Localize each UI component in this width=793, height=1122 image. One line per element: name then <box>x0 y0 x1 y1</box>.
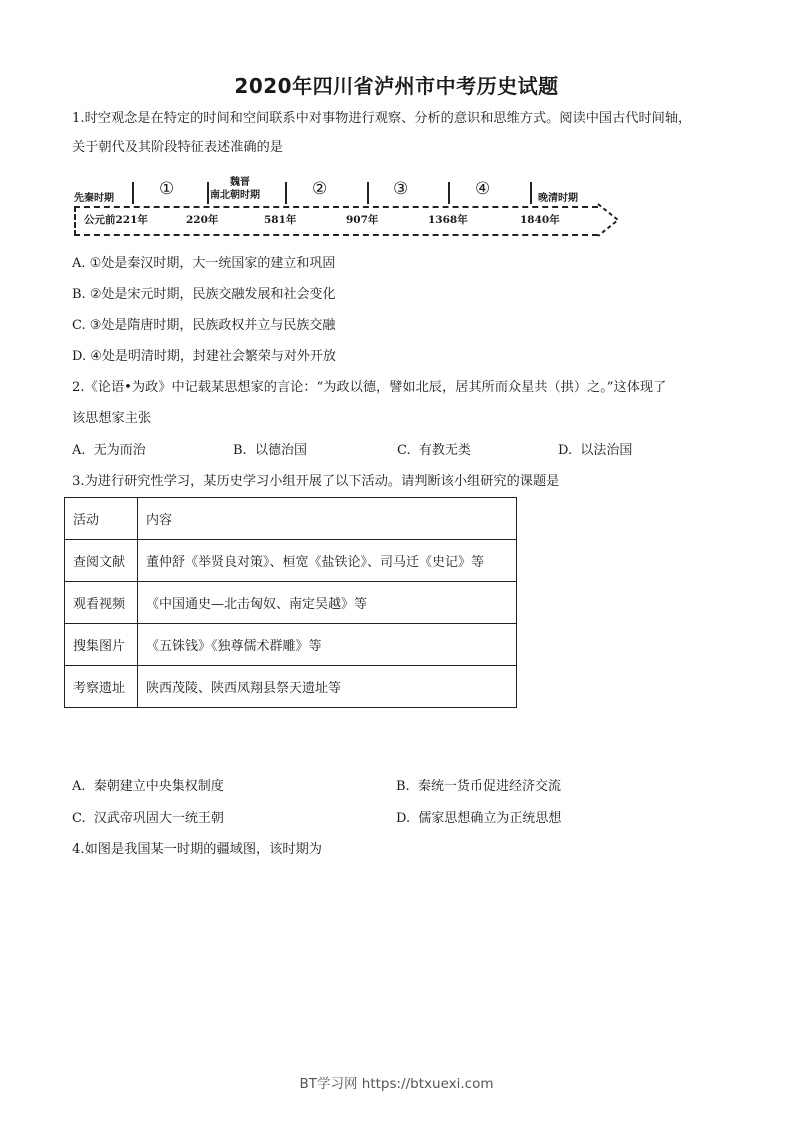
table-cell-content: 《中国通史—北击匈奴、南定吴越》等 <box>138 582 517 624</box>
timeline-period-marker-3: ③ <box>393 179 409 199</box>
timeline-period-label-top: 魏晋 <box>230 177 250 188</box>
table-cell-content: 董仲舒《举贤良对策》、桓宽《盐铁论》、司马迁《史记》等 <box>138 540 517 582</box>
timeline-period-label: 南北朝时期 <box>210 190 260 201</box>
timeline-tick <box>207 182 209 204</box>
timeline-period-label: 先秦时期 <box>74 193 114 204</box>
option-letter: A. <box>72 443 86 458</box>
table-cell-activity: 搜集图片 <box>65 624 138 666</box>
option-text: 以德治国 <box>254 443 307 458</box>
timeline-year: 1840年 <box>520 214 560 226</box>
q2-stem-line2: 该思想家主张 <box>72 411 152 426</box>
option-letter: C. <box>397 443 411 458</box>
option-text: 以法治国 <box>580 443 633 458</box>
q2-option-d <box>558 443 632 459</box>
table-cell-activity: 查阅文献 <box>65 540 138 582</box>
table-cell-content: 陕西茂陵、陕西凤翔县祭天遗址等 <box>138 666 517 708</box>
activity-table <box>64 497 517 708</box>
page-title: 2020年四川省泸州市中考历史试题 <box>234 74 559 98</box>
table-row <box>65 666 517 708</box>
q1-option-a <box>72 256 335 272</box>
timeline-tick <box>367 182 369 204</box>
timeline-year: 581年 <box>264 214 297 226</box>
table-header-cell: 内容 <box>138 498 517 540</box>
table-row <box>65 624 517 666</box>
timeline-period-label: 晚清时期 <box>538 193 578 204</box>
q1-option-b <box>72 287 335 303</box>
q3-option-d <box>396 811 561 827</box>
timeline-tick <box>448 182 450 204</box>
option-letter: D. <box>558 443 573 458</box>
q2-option-c <box>397 443 471 459</box>
q3-option-b <box>396 779 561 795</box>
table-header-row <box>65 498 517 540</box>
option-letter: C. <box>72 318 86 333</box>
timeline-tick <box>530 182 532 204</box>
option-text: 有教无类 <box>418 443 471 458</box>
timeline-arrowhead-icon <box>596 198 626 242</box>
q3-option-c <box>72 811 224 827</box>
q2-option-a <box>72 443 146 459</box>
timeline-period-marker-2: ② <box>312 179 328 199</box>
table-cell-activity: 考察遗址 <box>65 666 138 708</box>
timeline-year: 公元前221年 <box>84 214 148 226</box>
option-text: 儒家思想确立为正统思想 <box>418 811 562 826</box>
q1-option-c <box>72 318 335 334</box>
option-letter: A. <box>72 256 86 271</box>
option-text: ④处是明清时期，封建社会繁荣与对外开放 <box>90 349 336 364</box>
timeline-year: 907年 <box>346 214 379 226</box>
table-cell-content: 《五铢钱》《独尊儒术群雕》等 <box>138 624 517 666</box>
table-row <box>65 540 517 582</box>
q2-stem-line1: 2.《论语•为政》中记载某思想家的言论：“为政以德，譬如北辰，居其所而众星共（拱）之。”这体现了 <box>72 380 667 395</box>
footer-watermark: BT学习网 https://btxuexi.com <box>299 1076 494 1092</box>
table-header-cell: 活动 <box>65 498 138 540</box>
timeline-tick <box>285 182 287 204</box>
option-text: 无为而治 <box>93 443 146 458</box>
q3-option-a <box>72 779 224 795</box>
timeline-diagram <box>70 170 630 242</box>
option-text: ②处是宋元时期，民族交融发展和社会变化 <box>89 287 336 302</box>
timeline-year: 1368年 <box>428 214 468 226</box>
table-cell-activity: 观看视频 <box>65 582 138 624</box>
timeline-year: 220年 <box>186 214 219 226</box>
option-letter: B. <box>233 443 247 458</box>
option-text: ③处是隋唐时期，民族政权并立与民族交融 <box>89 318 336 333</box>
q1-stem-line2: 关于朝代及其阶段特征表述准确的是 <box>72 140 283 155</box>
option-letter: D. <box>72 349 87 364</box>
option-letter: B. <box>396 779 410 794</box>
option-text: 秦统一货币促进经济交流 <box>417 779 561 794</box>
option-text: ①处是秦汉时期，大一统国家的建立和巩固 <box>89 256 336 271</box>
timeline-period-marker-1: ① <box>159 179 175 199</box>
option-letter: A. <box>72 779 86 794</box>
q3-stem: 3.为进行研究性学习，某历史学习小组开展了以下活动。请判断该小组研究的课题是 <box>72 474 560 489</box>
q1-option-d <box>72 349 336 365</box>
option-text: 汉武帝巩固大一统王朝 <box>93 811 224 826</box>
option-text: 秦朝建立中央集权制度 <box>93 779 224 794</box>
table-row <box>65 582 517 624</box>
timeline-period-marker-4: ④ <box>475 179 491 199</box>
option-letter: D. <box>396 811 411 826</box>
timeline-tick <box>132 182 134 204</box>
q4-stem: 4.如图是我国某一时期的疆域图，该时期为 <box>72 842 322 857</box>
q1-stem-line1: 1.时空观念是在特定的时间和空间联系中对事物进行观察、分析的意识和思维方式。阅读中国古代时间轴， <box>72 111 692 126</box>
option-letter: B. <box>72 287 86 302</box>
q2-option-b <box>233 443 307 459</box>
option-letter: C. <box>72 811 86 826</box>
